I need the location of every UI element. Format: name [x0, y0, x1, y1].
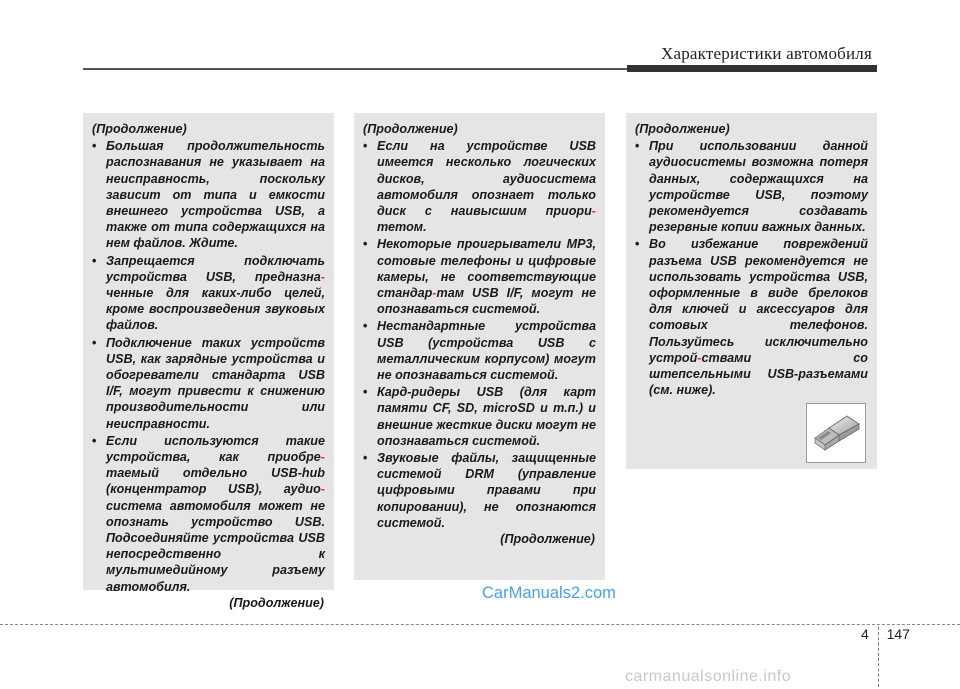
usb-illustration — [806, 403, 866, 463]
bullet-item — [363, 236, 596, 317]
bullet-item — [92, 253, 325, 334]
page-header-title: Характеристики автомобиля — [661, 44, 872, 63]
header-rule — [83, 68, 627, 70]
bullet-item — [363, 450, 596, 531]
bullet-item — [635, 236, 868, 398]
footer-site-mark: carmanualsonline.info — [625, 668, 792, 685]
hyphen-mark: - — [320, 450, 325, 465]
bullet-text: Во избежание повреждений разъема USB рекомендуется не использовать устройства USB, оформленные в виде брелоков для ключей и аксессуаров для сотовых телефонов. Пользуйтесь исключительно устрой — [649, 237, 868, 365]
bullet-text: Запрещается подключать устройства USB, предназна — [106, 253, 325, 284]
bullet-item — [92, 433, 325, 595]
bullet-text: Кард-ридеры USB (для карт памяти CF, SD, microSD и т.п.) и внешние жесткие диски могут не опознаваться системой. — [377, 385, 596, 448]
hyphen-mark: - — [320, 269, 325, 284]
bullet-item — [92, 335, 325, 432]
chapter-number: 4 — [861, 626, 869, 642]
bullet-text: система автомобиля может не опознать устройство USB. Подсоединяйте устройства USB непосредственно к мультимедийному разъему автомобиля. — [106, 498, 325, 594]
bullet-text: Если на устройстве USB имеется несколько логических дисков, аудиосистема автомобиля опознает только диск с наивысшим приори — [377, 139, 596, 219]
continued-label-end: (Продолжение) — [500, 532, 595, 547]
continued-label-end: (Продолжение) — [229, 595, 324, 610]
usb-flash-drive-icon — [807, 404, 865, 462]
bullet-text: Подключение таких устройств USB, как зарядные устройства и обогреватели стандарта USB I/F, могут привести к снижению производительности или неисправности. — [106, 335, 325, 431]
bullet-text: там USB I/F, могут не опознаваться системой. — [377, 286, 596, 317]
bullet-text: Некоторые проигрыватели MP3, сотовые телефоны и цифровые камеры, не соответствующие стандар — [377, 237, 596, 301]
bullet-item — [363, 138, 596, 235]
bullet-item — [92, 138, 325, 251]
bullet-item — [635, 138, 868, 235]
continued-label: (Продолжение) — [635, 122, 730, 136]
header-rule-thick — [627, 65, 877, 72]
bullet-text: таемый отдельно USB-hub (концентратор USB), аудио — [106, 466, 325, 497]
hyphen-mark: - — [697, 350, 702, 365]
bullet-text: Если используются такие устройства, как приобре — [106, 433, 325, 465]
page-number-value: 147 — [886, 626, 910, 642]
watermark-text: CarManuals2.com — [482, 584, 616, 602]
bullet-text: Нестандартные устройства USB (устройства USB с металлическим корпусом) могут не опознаваться системой. — [377, 319, 596, 383]
hyphen-mark: - — [432, 286, 437, 301]
bullet-text: ствами со штепсельными USB-разъемами (см. ниже). — [649, 350, 868, 398]
page-number — [861, 626, 910, 642]
column-1 — [83, 113, 334, 610]
bullet-text: При использовании данной аудиосистемы возможна потеря данных, содержащихся на устройстве USB, поэтому рекомендуется создавать резервные копии важных данных. — [649, 139, 868, 235]
bullet-item — [363, 384, 596, 449]
hyphen-mark: - — [591, 204, 596, 219]
continued-label: (Продолжение) — [92, 122, 187, 136]
bullet-text: ченные для каких-либо целей, кроме воспроизведения звуковых файлов. — [106, 286, 325, 333]
bullet-item — [363, 318, 596, 383]
continued-label: (Продолжение) — [363, 122, 458, 136]
hyphen-mark: - — [320, 482, 325, 497]
column-2 — [354, 113, 605, 580]
bullet-text: тетом. — [377, 220, 427, 235]
footer-rule — [0, 624, 960, 625]
bullet-text: Звуковые файлы, защищенные системой DRM (управление цифровыми правами при копировании), не опознаются системой. — [377, 451, 596, 530]
footer-separator — [878, 627, 880, 687]
bullet-text: Большая продолжительность распознавания не указывает на неисправность, поскольку зависит от типа и емкости внешнего устройства USB, а также от типа содержащихся на нем файлов. Ждите. — [106, 139, 325, 251]
